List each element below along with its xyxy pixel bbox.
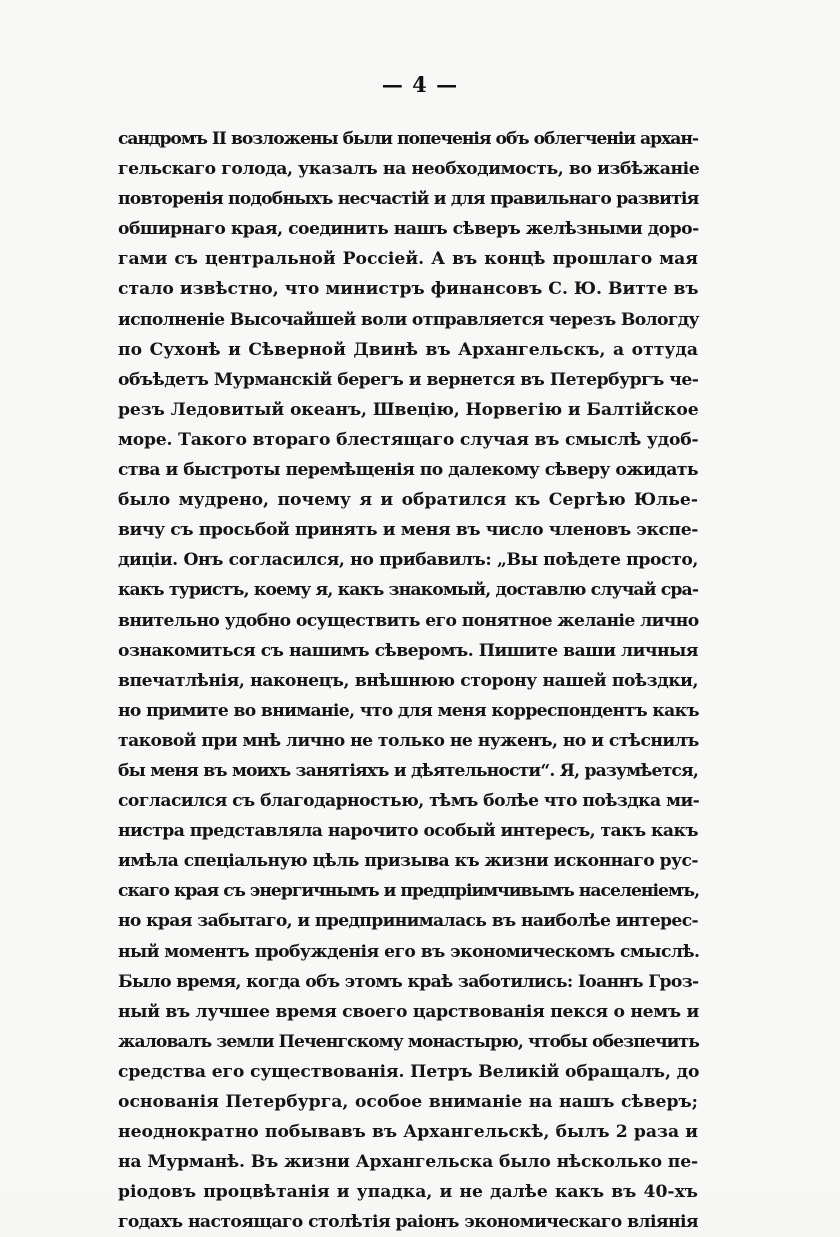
text-line: ства и быстроты перемѣщенія по далекому сѣверу ожидать (118, 460, 698, 481)
page-number: — 4 — (381, 72, 459, 97)
text-line: внительно удобно осуществить его понятное желаніе лично (118, 610, 699, 631)
text-line: какъ туристъ, коему я, какъ знакомый, доставлю случай сра- (118, 580, 699, 601)
text-line: гельскаго голода, указалъ на необходимость, во избѣжаніе (118, 159, 700, 180)
text-line: основанія Петербурга, особое вниманіе на нашъ сѣверъ; (118, 1092, 698, 1112)
text-line: бы меня въ моихъ занятіяхъ и дѣятельности“. Я, разумѣется, (118, 760, 698, 781)
text-line: повторенія подобныхъ несчастій и для правильнаго развитія (118, 189, 699, 210)
text-line: но края забытаго, и предпринималась въ наиболѣе интерес- (118, 911, 698, 932)
text-line: объѣдетъ Мурманскій берегъ и вернется въ Петербургъ че- (118, 369, 699, 390)
text-line: резъ Ледовитый океанъ, Швецію, Норвегію и Балтійское (118, 399, 699, 420)
text-line: стало извѣстно, что министръ финансовъ С. Ю. Витте въ (118, 279, 699, 300)
text-line: исполненіе Высочайшей воли отправляется черезъ Вологду (118, 309, 699, 330)
text-line: по Сухонѣ и Сѣверной Двинѣ въ Архангельскъ, а оттуда (118, 339, 698, 360)
text-line: Было время, когда объ этомъ краѣ заботились: Іоаннъ Гроз- (118, 971, 699, 992)
body-text (118, 124, 698, 1237)
text-line: жаловалъ земли Печенгскому монастырю, чтобы обезпечить (118, 1031, 700, 1052)
text-line: нистра представляла нарочито особый интересъ, такъ какъ (118, 821, 699, 842)
text-line: сандромъ II возложены были попеченія объ облегченіи архан- (118, 129, 698, 149)
text-line: ный моментъ пробужденія его въ экономическомъ смыслѣ. (118, 941, 700, 962)
text-line: гами съ центральной Россіей. А въ концѣ прошлаго мая (118, 249, 698, 270)
text-line: впечатлѣнія, наконецъ, внѣшнюю сторону нашей поѣздки, (118, 670, 698, 691)
text-line: море. Такого втораго блестящаго случая въ смыслѣ удоб- (118, 429, 699, 450)
text-line: имѣла спеціальную цѣль призыва къ жизни исконнаго рус- (118, 851, 698, 872)
text-line: обширнаго края, соединить нашъ сѣверъ желѣзными доро- (118, 219, 699, 240)
text-line: средства его существованія. Петръ Великій обращалъ, до (118, 1061, 700, 1082)
text-line: годахъ настоящаго столѣтія раіонъ экономическаго вліянія (118, 1212, 698, 1233)
text-line: ознакомиться съ нашимъ сѣверомъ. Пишите ваши личныя (118, 640, 698, 661)
text-line: вичу съ просьбой принять и меня въ число членовъ экспе- (118, 520, 698, 541)
text-line: было мудрено, почему я и обратился къ Сергѣю Юлье- (118, 490, 698, 511)
text-line: согласился съ благодарностью, тѣмъ болѣе что поѣздка ми- (118, 791, 700, 812)
text-line: но примите во вниманіе, что для меня корреспондентъ какъ (118, 700, 699, 721)
text-line: диціи. Онъ согласился, но прибавилъ: „Вы поѣдете просто, (118, 550, 698, 571)
text-line: неоднократно побывавъ въ Архангельскѣ, былъ 2 раза и (118, 1122, 698, 1143)
text-line: ріодовъ процвѣтанія и упадка, и не далѣе какъ въ 40-хъ (118, 1182, 698, 1203)
text-line: таковой при мнѣ лично не только не нуженъ, но и стѣснилъ (118, 730, 699, 751)
text-line: ный въ лучшее время своего царствованія пекся о немъ и (118, 1001, 699, 1022)
text-line: скаго края съ энергичнымъ и предпріимчивымъ населеніемъ, (118, 881, 700, 902)
text-line: на Мурманѣ. Въ жизни Архангельска было нѣсколько пе- (118, 1152, 698, 1173)
